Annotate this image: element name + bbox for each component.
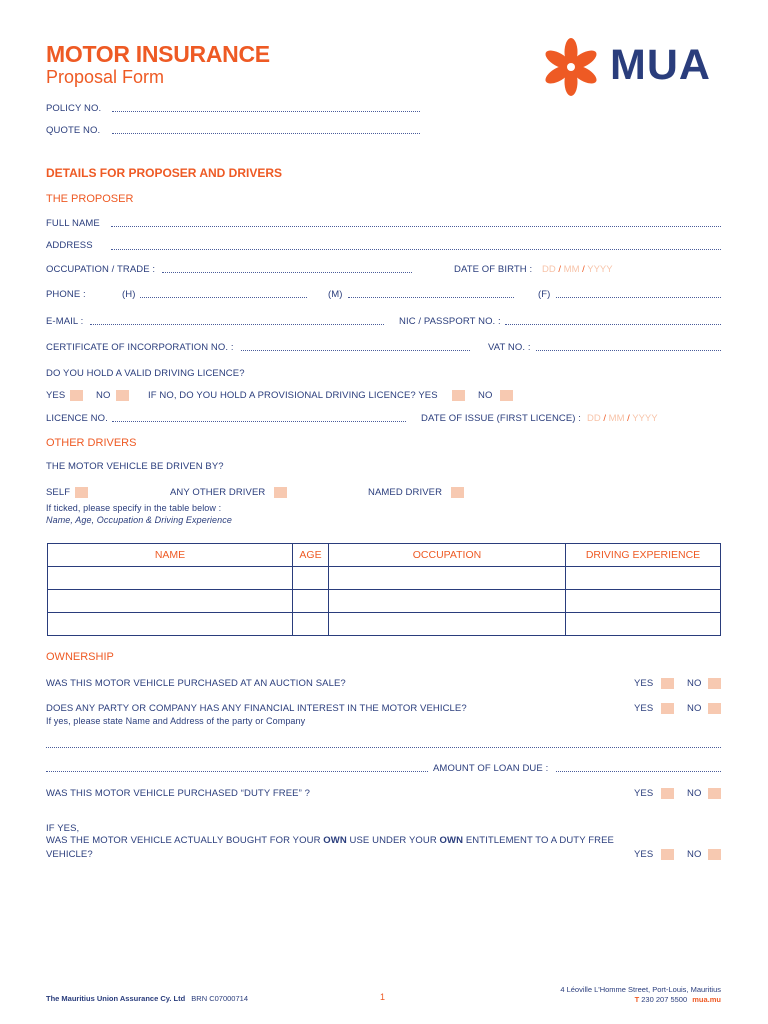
details-heading: DETAILS FOR PROPOSER AND DRIVERS — [46, 166, 283, 180]
cell-occupation[interactable] — [329, 613, 566, 636]
address-label: ADDRESS — [46, 240, 93, 251]
footer-contact — [635, 995, 721, 1004]
cell-name[interactable] — [48, 567, 293, 590]
own-use-no-checkbox[interactable] — [708, 849, 721, 860]
issue-slash-2: / — [627, 413, 630, 424]
own-emphasis-1: OWN — [323, 835, 347, 846]
cert-field[interactable] — [241, 350, 470, 351]
issue-dd: DD — [587, 413, 601, 424]
named-driver-checkbox[interactable] — [451, 487, 464, 498]
licence-no-label: NO — [96, 390, 111, 401]
cell-name[interactable] — [48, 613, 293, 636]
phone-home-field[interactable] — [140, 297, 307, 298]
nic-field[interactable] — [505, 324, 721, 325]
occupation-label: OCCUPATION / TRADE : — [46, 264, 156, 275]
auction-no-checkbox[interactable] — [708, 678, 721, 689]
loan-field[interactable] — [556, 771, 721, 772]
dob-slash-1: / — [558, 264, 562, 275]
cell-experience[interactable] — [566, 590, 721, 613]
company-brn: BRN C07000714 — [191, 994, 248, 1003]
quote-no-label: QUOTE NO. — [46, 125, 101, 136]
provisional-question: IF NO, DO YOU HOLD A PROVISIONAL DRIVING LICENCE? YES — [148, 390, 438, 401]
if-yes-label: IF YES, — [46, 823, 80, 834]
duty-free-question: WAS THIS MOTOR VEHICLE PURCHASED “DUTY FREE” ? — [46, 788, 310, 799]
phone-mobile-label: (M) — [328, 289, 343, 300]
licence-no-field[interactable] — [112, 421, 406, 422]
named-driver-label: NAMED DRIVER — [368, 487, 443, 498]
own-use-text-b: USE UNDER YOUR — [346, 835, 440, 846]
cert-label: CERTIFICATE OF INCORPORATION NO. : — [46, 342, 234, 353]
full-name-label: FULL NAME — [46, 218, 100, 229]
nic-label: NIC / PASSPORT NO. : — [399, 316, 501, 327]
self-checkbox[interactable] — [75, 487, 88, 498]
dob-mm: MM — [563, 264, 580, 275]
form-subtitle: Proposal Form — [46, 67, 165, 87]
vat-field[interactable] — [536, 350, 721, 351]
tel-label: T — [634, 995, 640, 1004]
col-occupation: OCCUPATION — [329, 544, 566, 567]
financial-note: If yes, please state Name and Address of the party or Company — [46, 716, 306, 726]
policy-no-label: POLICY NO. — [46, 103, 102, 114]
phone-fax-label: (F) — [538, 289, 551, 300]
drivers-table-header — [48, 544, 721, 567]
email-label: E-MAIL : — [46, 316, 84, 327]
cell-name[interactable] — [48, 590, 293, 613]
phone-mobile-field[interactable] — [348, 297, 514, 298]
cell-occupation[interactable] — [329, 590, 566, 613]
occupation-field[interactable] — [162, 272, 412, 273]
own-use-question — [46, 835, 614, 846]
duty-free-yes-checkbox[interactable] — [661, 788, 674, 799]
licence-question: DO YOU HOLD A VALID DRIVING LICENCE? — [46, 368, 245, 379]
cell-age[interactable] — [293, 567, 329, 590]
auction-question: WAS THIS MOTOR VEHICLE PURCHASED AT AN AUCTION SALE? — [46, 678, 346, 689]
dob-yyyy: YYYY — [587, 264, 613, 275]
company-name: The Mauritius Union Assurance Cy. Ltd — [46, 994, 186, 1003]
full-name-field[interactable] — [111, 226, 721, 227]
auction-yes-label: YES — [634, 678, 654, 689]
dob-placeholder[interactable] — [542, 264, 613, 275]
mua-logo — [542, 38, 738, 96]
cell-age[interactable] — [293, 613, 329, 636]
policy-no-field[interactable] — [112, 111, 420, 112]
col-name: NAME — [48, 544, 293, 567]
dob-dd: DD — [542, 264, 556, 275]
proposer-heading: THE PROPOSER — [46, 193, 134, 205]
drivers-table — [47, 543, 721, 636]
any-other-label: ANY OTHER DRIVER — [170, 487, 266, 498]
table-row — [48, 613, 721, 636]
any-other-checkbox[interactable] — [274, 487, 287, 498]
cell-experience[interactable] — [566, 567, 721, 590]
website-link[interactable]: mua.mu — [692, 995, 721, 1004]
own-use-yes-label: YES — [634, 849, 654, 860]
loan-label: AMOUNT OF LOAN DUE : — [433, 763, 549, 774]
own-emphasis-2: OWN — [439, 835, 464, 846]
financial-no-label: NO — [687, 703, 702, 714]
issue-slash-1: / — [603, 413, 607, 424]
dob-label: DATE OF BIRTH : — [454, 264, 533, 275]
phone-label: PHONE : — [46, 289, 86, 300]
address-field[interactable] — [111, 249, 721, 250]
auction-yes-checkbox[interactable] — [661, 678, 674, 689]
cell-age[interactable] — [293, 590, 329, 613]
email-field[interactable] — [90, 324, 384, 325]
issue-date-label: DATE OF ISSUE (FIRST LICENCE) : — [421, 413, 582, 424]
provisional-no-label: NO — [478, 390, 493, 401]
vat-label: VAT NO. : — [488, 342, 531, 353]
own-use-text-c: ENTITLEMENT TO A DUTY FREE — [463, 835, 614, 846]
cell-experience[interactable] — [566, 613, 721, 636]
col-age: AGE — [293, 544, 329, 567]
provisional-yes-checkbox[interactable] — [452, 390, 465, 401]
self-label: SELF — [46, 487, 71, 498]
other-drivers-heading: OTHER DRIVERS — [46, 437, 137, 449]
phone-home-label: (H) — [122, 289, 136, 300]
licence-yes-checkbox[interactable] — [70, 390, 83, 401]
table-row — [48, 567, 721, 590]
party-details-field[interactable] — [46, 747, 721, 748]
issue-yyyy: YYYY — [632, 413, 658, 424]
tel-number: 230 207 5500 — [641, 995, 688, 1004]
licence-no-field-label: LICENCE NO. — [46, 413, 108, 424]
duty-free-no-label: NO — [687, 788, 702, 799]
own-use-no-label: NO — [687, 849, 702, 860]
drivers-note-1: If ticked, please specify in the table below : — [46, 503, 222, 513]
auction-no-label: NO — [687, 678, 702, 689]
footer-company — [46, 994, 248, 1003]
own-use-yes-checkbox[interactable] — [661, 849, 674, 860]
own-use-text-a: WAS THE MOTOR VEHICLE ACTUALLY BOUGHT FOR YOUR — [46, 835, 324, 846]
form-title: MOTOR INSURANCE — [46, 41, 270, 67]
logo-text: MUA — [610, 41, 711, 89]
quote-no-field[interactable] — [112, 133, 420, 134]
financial-interest-question: DOES ANY PARTY OR COMPANY HAS ANY FINANCIAL INTEREST IN THE MOTOR VEHICLE? — [46, 703, 467, 714]
financial-yes-checkbox[interactable] — [661, 703, 674, 714]
col-driving-experience: DRIVING EXPERIENCE — [566, 544, 721, 567]
table-row — [48, 590, 721, 613]
licence-yes-label: YES — [46, 390, 66, 401]
duty-free-yes-label: YES — [634, 788, 654, 799]
driven-by-question: THE MOTOR VEHICLE BE DRIVEN BY? — [46, 461, 224, 472]
provisional-no-checkbox[interactable] — [500, 390, 513, 401]
financial-yes-label: YES — [634, 703, 654, 714]
cell-occupation[interactable] — [329, 567, 566, 590]
page-number: 1 — [380, 992, 386, 1002]
dob-slash-2: / — [582, 264, 585, 275]
financial-no-checkbox[interactable] — [708, 703, 721, 714]
duty-free-no-checkbox[interactable] — [708, 788, 721, 799]
issue-mm: MM — [608, 413, 625, 424]
issue-date-placeholder[interactable] — [587, 413, 658, 424]
mua-star-icon — [542, 38, 600, 96]
own-use-question-end: VEHICLE? — [46, 849, 93, 860]
footer-address: 4 Léoville L'Homme Street, Port-Louis, Mauritius — [560, 985, 721, 994]
licence-no-checkbox[interactable] — [116, 390, 129, 401]
phone-fax-field[interactable] — [556, 297, 721, 298]
party-details-field-2[interactable] — [46, 771, 428, 772]
ownership-heading: OWNERSHIP — [46, 651, 114, 663]
drivers-note-2: Name, Age, Occupation & Driving Experience — [46, 515, 232, 525]
